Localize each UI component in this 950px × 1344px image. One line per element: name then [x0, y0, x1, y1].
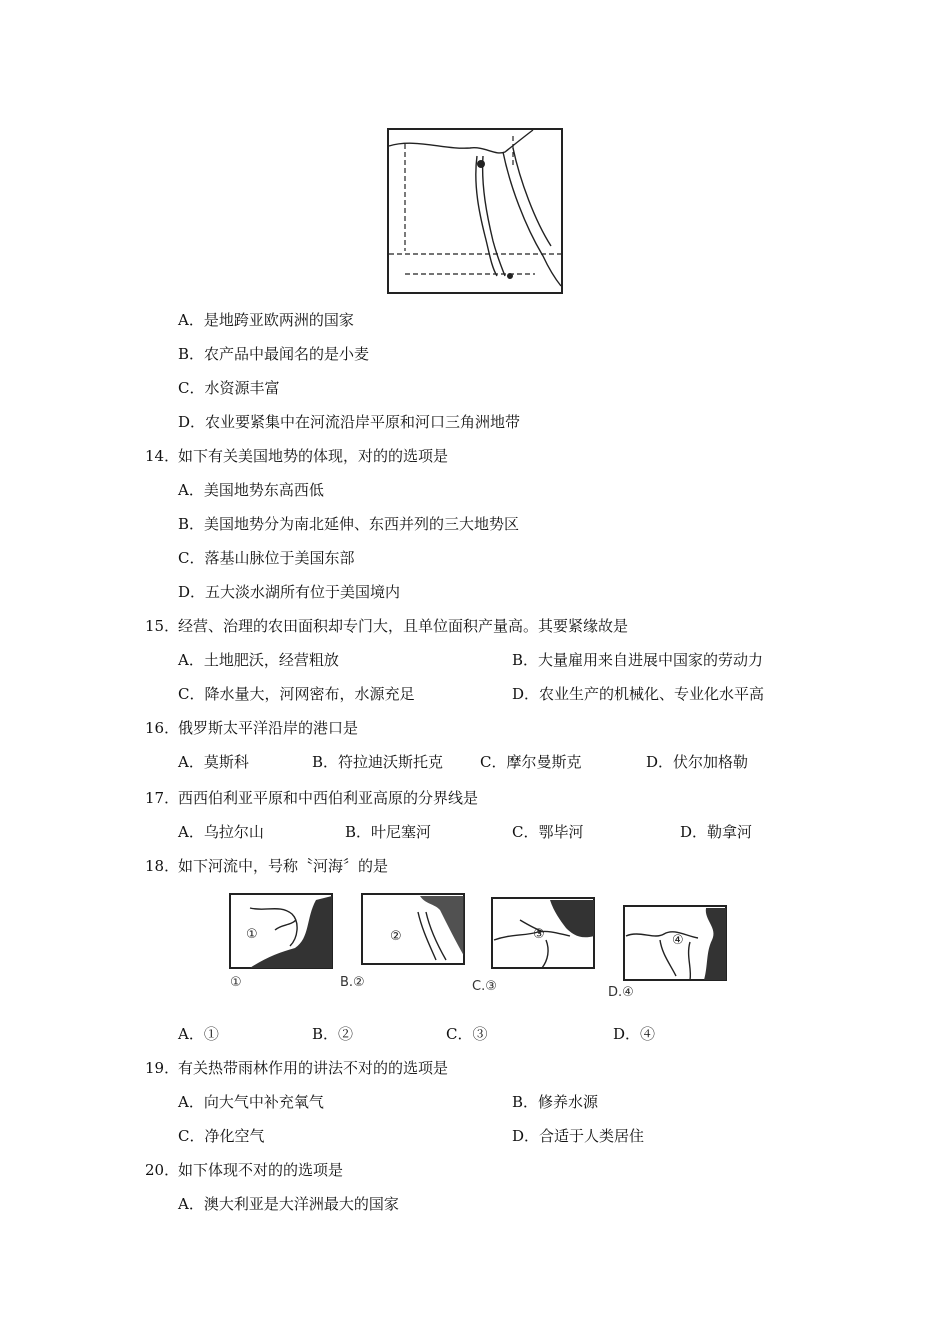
question-stem: 如下体现不对的的选项是 [178, 1161, 344, 1179]
q17-option-d: D．勒拿河 [680, 823, 753, 841]
river-maps-figure [220, 890, 740, 1002]
q19-option-c: C．净化空气 [178, 1127, 265, 1145]
map-caption: D.④ [608, 985, 634, 1000]
q14-option-c: C．落基山脉位于美国东部 [178, 549, 355, 567]
q16-option-a: A．莫斯科 [178, 753, 249, 771]
q19-option-b: B．修养水源 [512, 1093, 599, 1111]
q15-option-b: B．大量雇用来自进展中国家的劳动力 [512, 651, 764, 669]
q15-option-d: D．农业生产的机械化、专业化水平高 [512, 685, 765, 703]
q16-option-d: D．伏尔加格勒 [646, 753, 749, 771]
map-caption: B.② [340, 975, 365, 990]
river-map-3 [472, 898, 594, 994]
river-map-2 [340, 894, 464, 990]
map-marker: ② [390, 929, 402, 944]
river-map-1 [230, 894, 332, 990]
question-number: 17． [145, 789, 180, 807]
q16-option-c: C．摩尔曼斯克 [480, 753, 582, 771]
river-map-4 [608, 906, 726, 1000]
question-stem: 如下有关美国地势的体现，对的的选项是 [178, 447, 449, 465]
map-marker: ③ [533, 927, 545, 942]
q20-option-a: A．澳大利亚是大洋洲最大的国家 [178, 1195, 399, 1213]
q19-option-d: D．合适于人类居住 [512, 1127, 645, 1145]
q17-option-c: C．鄂毕河 [512, 823, 584, 841]
question-number: 15． [145, 617, 180, 635]
q13-option-a: A．是地跨亚欧两洲的国家 [178, 311, 354, 329]
q14-option-a: A．美国地势东高西低 [178, 481, 324, 499]
q13-option-c: C．水资源丰富 [178, 379, 280, 397]
q17-option-b: B．叶尼塞河 [345, 823, 432, 841]
question-number: 16． [145, 719, 180, 737]
question-stem: 有关热带雨林作用的讲法不对的的选项是 [178, 1059, 449, 1077]
q16-option-b: B．符拉迪沃斯托克 [312, 753, 444, 771]
question-stem: 经营、治理的农田面积却专门大，且单位面积产量高。其要紧缘故是 [178, 617, 629, 635]
map-caption: C.③ [472, 979, 497, 994]
question-number: 19． [145, 1059, 180, 1077]
q15-option-a: A．土地肥沃，经营粗放 [178, 651, 339, 669]
map-marker: ④ [672, 933, 684, 948]
q18-option-a: A．① [178, 1025, 219, 1043]
q13-option-b: B．农产品中最闻名的是小麦 [178, 345, 370, 363]
q14-option-d: D．五大淡水湖所有位于美国境内 [178, 583, 401, 601]
map-marker: ① [246, 927, 258, 942]
question-number: 18． [145, 857, 180, 875]
question-stem: 如下河流中，号称〝河海〞的是 [178, 857, 389, 875]
question-number: 14． [145, 447, 180, 465]
map-caption: ① [230, 975, 242, 990]
question-stem: 西西伯利亚平原和中西伯利亚高原的分界线是 [178, 789, 479, 807]
q18-option-c: C．③ [446, 1025, 488, 1043]
q19-option-a: A．向大气中补充氧气 [178, 1093, 324, 1111]
q15-option-c: C．降水量大，河网密布，水源充足 [178, 685, 415, 703]
q14-option-b: B．美国地势分为南北延伸、东西并列的三大地势区 [178, 515, 520, 533]
q17-option-a: A．乌拉尔山 [178, 823, 264, 841]
q18-option-d: D．④ [613, 1025, 656, 1043]
question-stem: 俄罗斯太平洋沿岸的港口是 [178, 719, 359, 737]
question-number: 20． [145, 1161, 180, 1179]
q18-option-b: B．② [312, 1025, 354, 1043]
q13-option-d: D．农业要紧集中在河流沿岸平原和河口三角洲地带 [178, 413, 521, 431]
egypt-map-figure [385, 126, 565, 296]
